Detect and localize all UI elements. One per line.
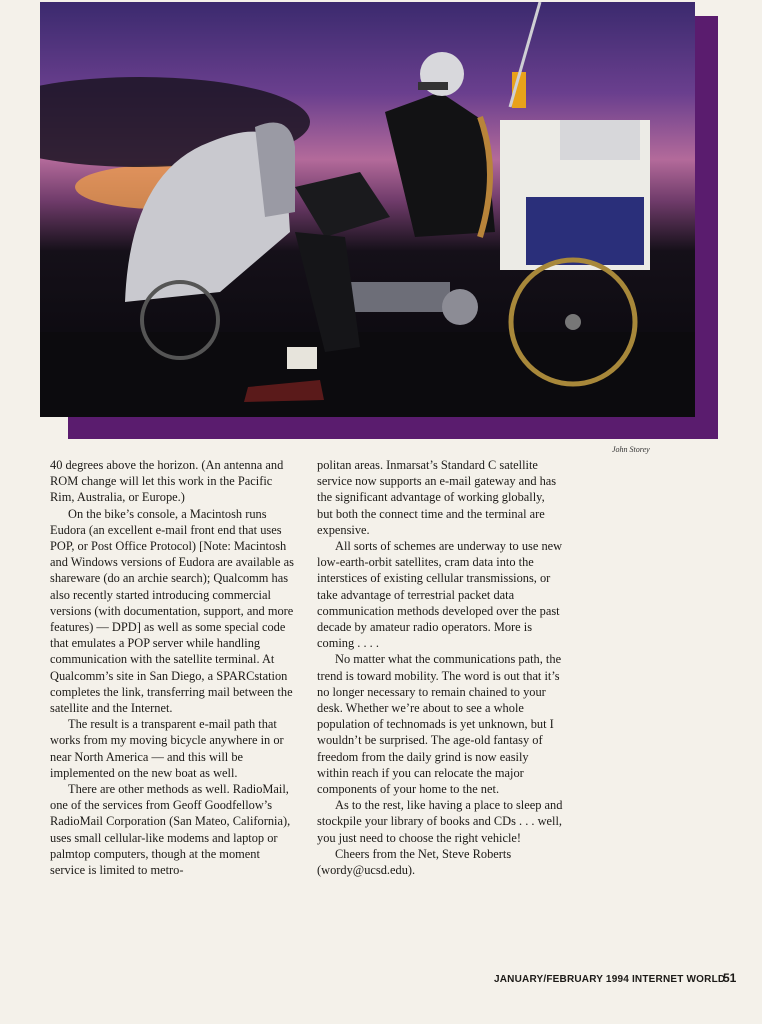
paragraph: On the bike’s console, a Macintosh runs Eudora (an excellent e-mail front end that uses POP, or Post Office Protocol) [Note: Macintosh and Windows versions of Eudora are available as shareware (do an archie search); Qualcomm has also recently started introducing commercial versions (with documentation, support, and more features) — DPD] as well as some special code that emulates a POP server while handling communication with the satellite terminal. At Qualcomm’s site in San Diego, a SPARCstation completes the link, transferring mail between the satellite and the Internet. <box>50 506 294 716</box>
paragraph: There are other methods as well. RadioMail, one of the services from Geoff Goodfellow’s RadioMail Corporation (San Mateo, California), uses small cellular-like modems and laptop or palmtop computers, though at the moment service is limited to metro- <box>50 782 291 878</box>
page-number: 51 <box>723 971 737 985</box>
running-footer: JANUARY/FEBRUARY 1994 INTERNET WORLD <box>494 974 726 985</box>
paragraph: Cheers from the Net, Steve Roberts (wordy@ucsd.edu). <box>317 846 512 878</box>
bicycle-photo <box>40 2 695 417</box>
article-column-left <box>50 457 296 878</box>
paragraph: All sorts of schemes are underway to use new low-earth-orbit satellites, cram data into the interstices of existing cellular transmissions, or take advantage of terrestrial packet data communication methods developed over the past decade by amateur radio operators. More is coming . . . . <box>317 539 563 651</box>
paragraph: No matter what the communications path, the trend is toward mobility. The word is out that it’s no longer necessary to remain chained to your desk. Whether we’re about to see a whole population of technomads is yet unknown, but I wouldn’t be surprised. The age-old fantasy of freedom from the daily grind is now easily within reach if you can relocate the major components of your home to the net. <box>317 652 562 797</box>
paragraph: 40 degrees above the horizon. (An antenna and ROM change will let this work in the Pacific Rim, Australia, or Europe.) <box>50 458 284 505</box>
article-column-right <box>317 457 563 878</box>
paragraph: The result is a transparent e-mail path that works from my moving bicycle anywhere in or near North America — and this will be implemented on the new boat as well. <box>50 717 284 780</box>
paragraph: politan areas. Inmarsat’s Standard C satellite service now supports an e-mail gateway and has the significant advantage of working globally, but both the connect time and the terminal are expensive. <box>317 458 557 537</box>
paragraph: As to the rest, like having a place to sleep and stockpile your library of books and CDs . . . well, you just need to choose the right vehicle! <box>317 798 563 845</box>
photo-credit: John Storey <box>612 445 650 454</box>
